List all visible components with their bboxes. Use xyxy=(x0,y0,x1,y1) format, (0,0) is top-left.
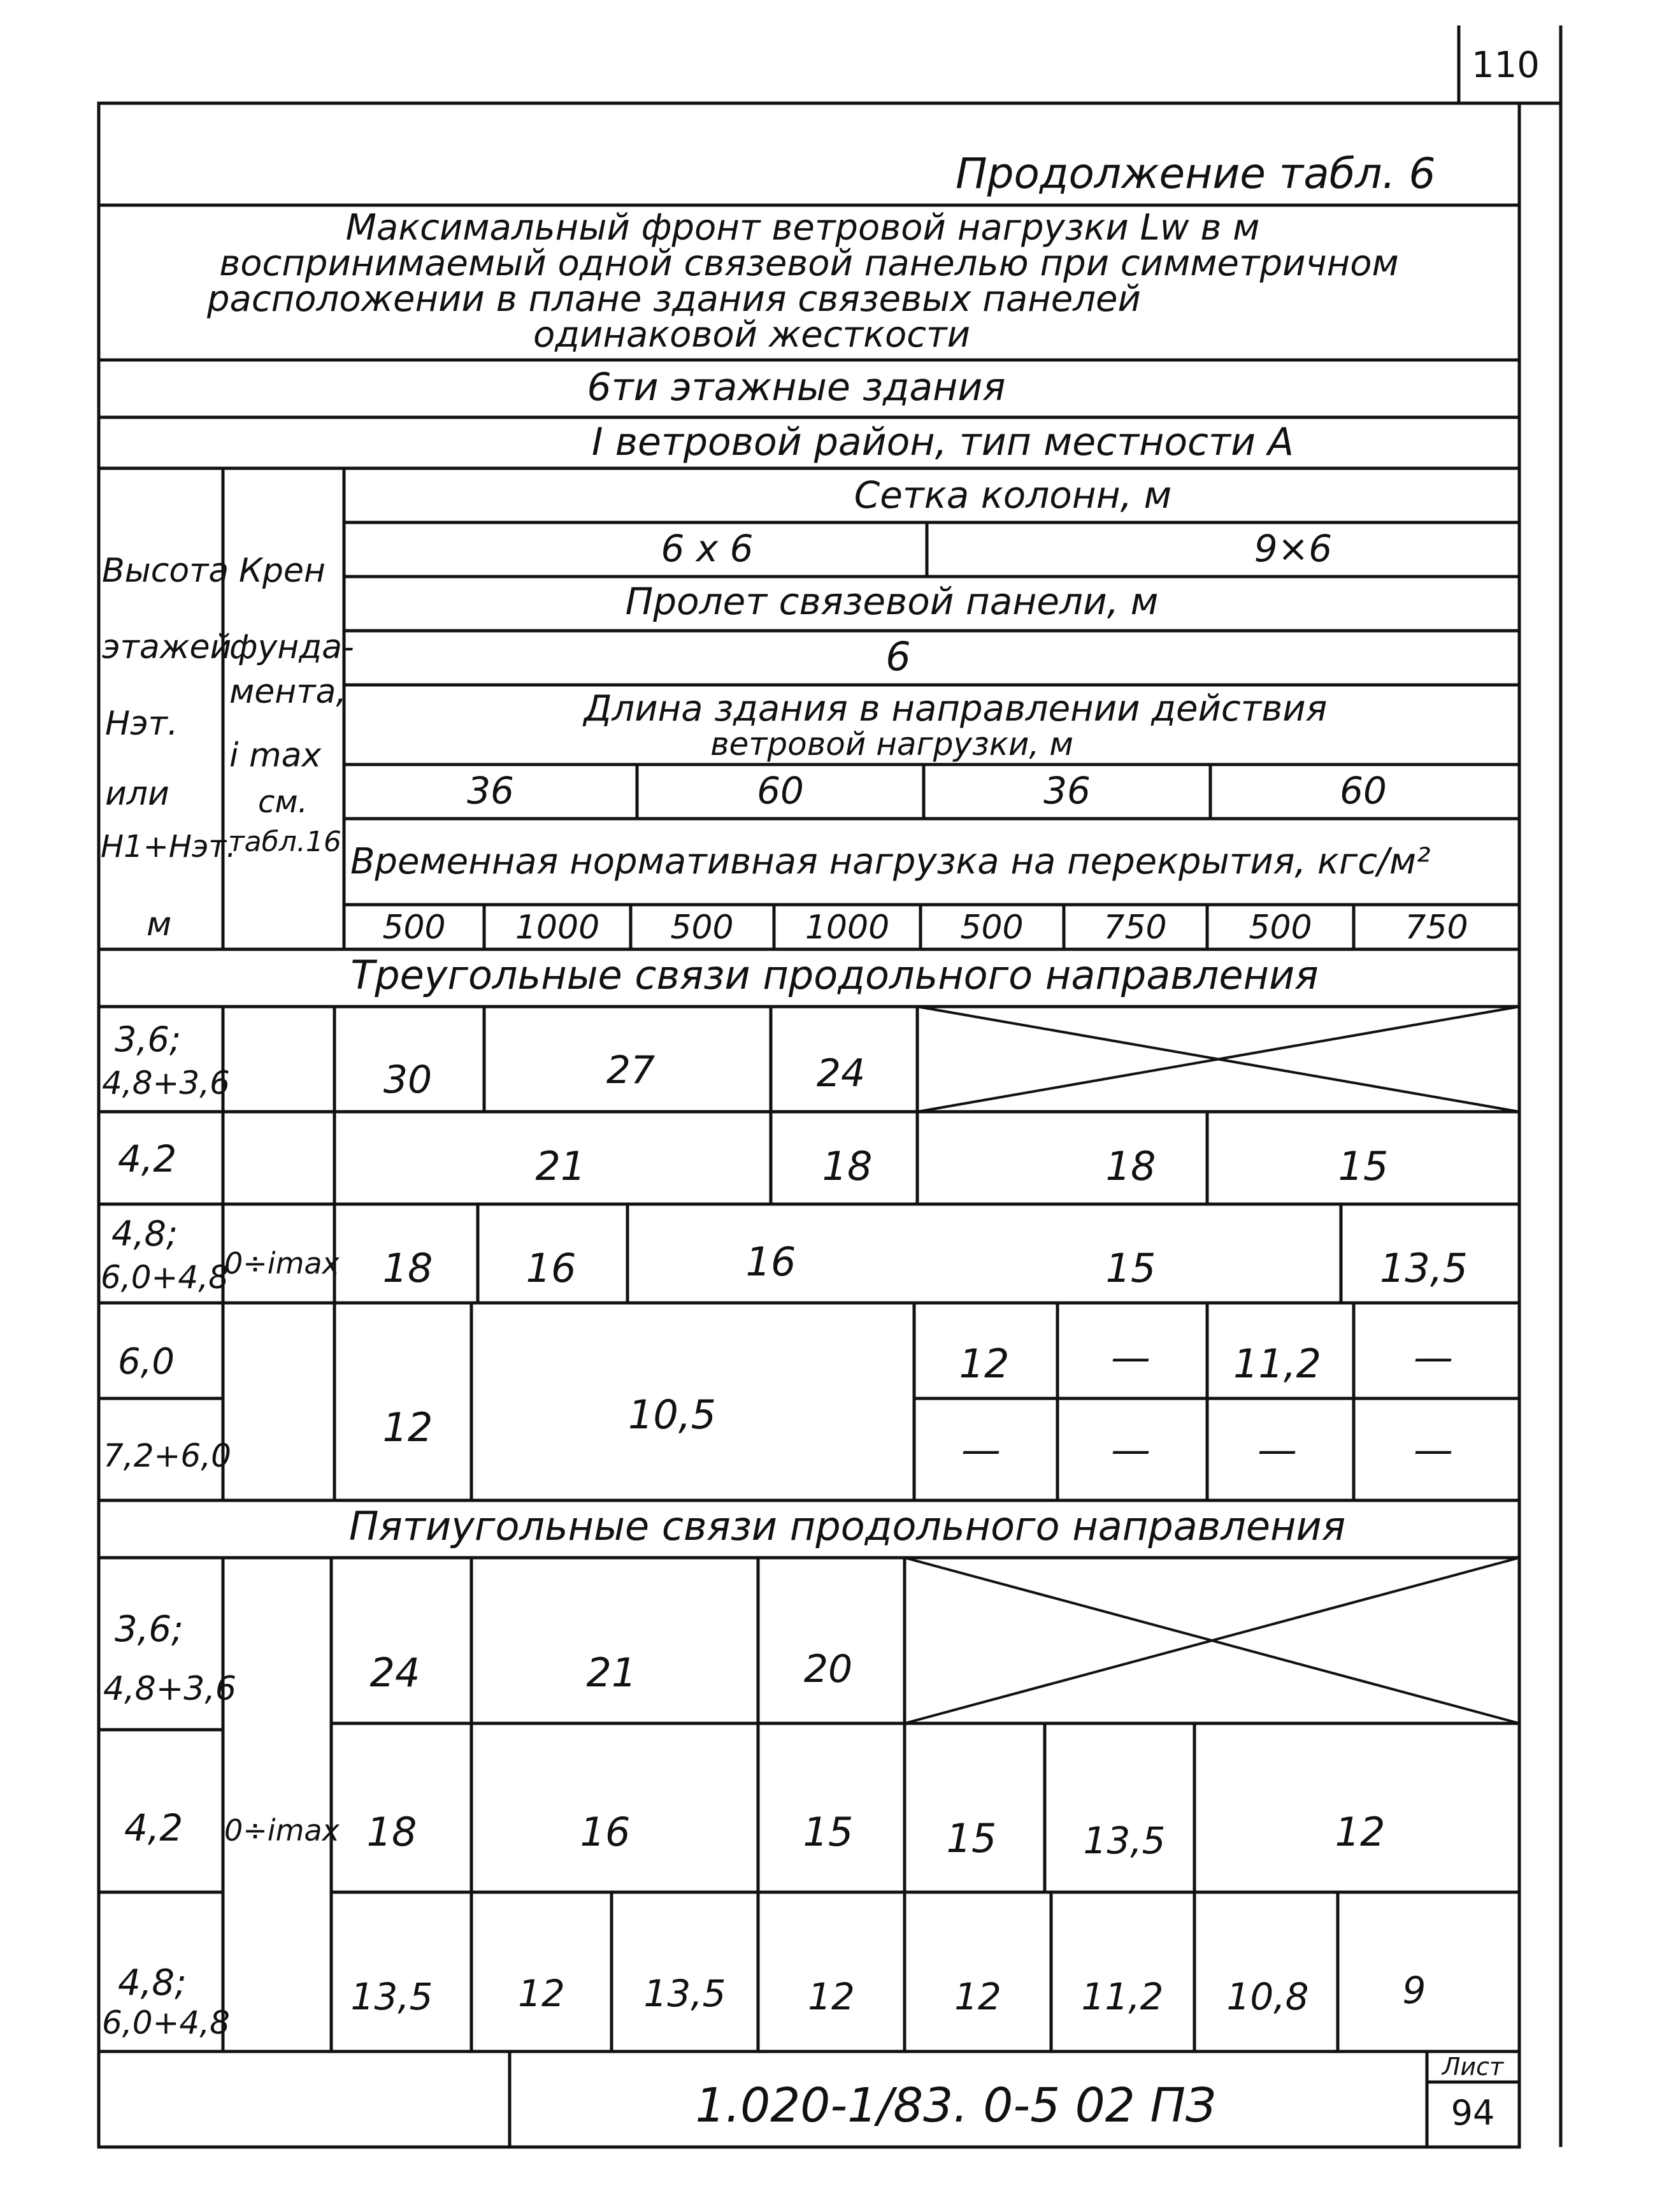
s1-r2-v3: 18 xyxy=(1105,1143,1156,1189)
load-500-c: 500 xyxy=(960,908,1024,947)
s1-r4-v2: 10,5 xyxy=(627,1391,717,1438)
s1-r5-v4: — xyxy=(1414,1426,1453,1473)
s1-height-2: 4,2 xyxy=(118,1137,177,1181)
length-60-b: 60 xyxy=(1340,769,1387,812)
length-36-a: 36 xyxy=(467,769,514,812)
span-value: 6 xyxy=(885,633,911,680)
s1-r2-v1: 21 xyxy=(535,1143,586,1189)
s2-height-3b: 6,0+4,8 xyxy=(102,2004,230,2041)
load-1000-b: 1000 xyxy=(805,908,890,947)
s1-height-3b: 6,0+4,8 xyxy=(101,1259,229,1296)
grid-label: Сетка колонн, м xyxy=(854,473,1172,517)
s2-r1-v3: 20 xyxy=(803,1647,853,1691)
s1-height-4: 6,0 xyxy=(118,1341,175,1382)
s1-r3-v2: 16 xyxy=(526,1245,577,1291)
load-label: Временная нормативная нагрузка на перекрытия, кгс/м² xyxy=(350,841,1431,882)
page-number: 110 xyxy=(1472,45,1540,86)
s1-height-1b: 4,8+3,6 xyxy=(102,1065,230,1102)
s1-r3-v4: 15 xyxy=(1105,1245,1156,1291)
title-line-3: расположении в плане здания связевых панелей xyxy=(207,278,1141,320)
title-line-4: одинаковой жесткости xyxy=(533,314,971,356)
load-500-a: 500 xyxy=(382,908,446,947)
s1-r2-v4: 15 xyxy=(1338,1143,1389,1189)
load-1000-a: 1000 xyxy=(515,908,600,947)
s2-tilt: 0÷imax xyxy=(224,1813,340,1848)
s2-r2-v6: 12 xyxy=(1335,1809,1386,1855)
s2-r2-v5: 13,5 xyxy=(1083,1819,1166,1862)
s1-r4-v5: 11,2 xyxy=(1233,1340,1322,1387)
s2-r1-v2: 21 xyxy=(586,1649,637,1696)
s2-r2-v1: 18 xyxy=(366,1809,417,1855)
grid-9x6: 9×6 xyxy=(1254,527,1333,570)
s1-r1-v2: 27 xyxy=(606,1048,656,1093)
s2-r2-v3: 15 xyxy=(803,1809,854,1855)
s1-r5-v1: — xyxy=(961,1426,1001,1473)
s1-r1-v1: 30 xyxy=(383,1058,433,1102)
s2-height-1b: 4,8+3,6 xyxy=(103,1670,236,1708)
span-label: Пролет связевой панели, м xyxy=(625,580,1159,623)
section-1-title: Треугольные связи продольного направления xyxy=(350,952,1319,998)
s2-r2-v4: 15 xyxy=(946,1815,997,1862)
s2-height-3a: 4,8; xyxy=(118,1962,187,2004)
wind-region: I ветровой район, тип местности А xyxy=(591,420,1294,464)
title-line-1: Максимальный фронт ветровой нагрузки Lw в м xyxy=(345,207,1260,248)
s2-r3-v3: 13,5 xyxy=(643,1972,726,2015)
s2-r3-v8: 9 xyxy=(1402,1969,1426,2012)
s1-r4-v1: 12 xyxy=(382,1404,433,1451)
s2-height-1a: 3,6; xyxy=(115,1609,183,1650)
length-label-1: Длина здания в направлении действия xyxy=(584,688,1328,729)
s1-r3-v1: 18 xyxy=(382,1245,433,1291)
s1-height-3a: 4,8; xyxy=(111,1214,178,1254)
tilt-header-3: мента, xyxy=(229,673,347,711)
height-header-4: или xyxy=(105,775,169,813)
s2-r3-v7: 10,8 xyxy=(1226,1975,1309,2018)
title-line-2: воспринимаемый одной связевой панелью при симметричном xyxy=(219,243,1399,284)
tilt-header-1: Крен xyxy=(239,552,326,590)
length-60-a: 60 xyxy=(757,769,804,812)
s1-r5-v3: — xyxy=(1257,1426,1297,1473)
s1-r3-v5: 13,5 xyxy=(1379,1245,1468,1291)
s2-r3-v2: 12 xyxy=(518,1972,565,2015)
load-750-b: 750 xyxy=(1405,908,1468,947)
document-code: 1.020-1/83. 0-5 02 ПЗ xyxy=(695,2078,1216,2133)
s1-r2-v2: 18 xyxy=(822,1143,873,1189)
load-750-a: 750 xyxy=(1103,908,1167,947)
tilt-header-5: см. xyxy=(258,784,308,820)
s1-r4-v4: — xyxy=(1111,1334,1150,1381)
s1-height-5: 7,2+6,0 xyxy=(103,1437,231,1474)
table-caption: Продолжение табл. 6 xyxy=(956,149,1436,198)
s2-r1-v1: 24 xyxy=(369,1649,420,1696)
section-2-title: Пятиугольные связи продольного направления xyxy=(348,1503,1346,1549)
sheet-number: 94 xyxy=(1451,2093,1495,2133)
tilt-header-2: фунда- xyxy=(229,628,354,666)
s1-r4-v3: 12 xyxy=(959,1340,1010,1387)
height-header-2: этажей xyxy=(102,628,232,666)
s2-r3-v4: 12 xyxy=(808,1975,855,2018)
s1-r5-v2: — xyxy=(1111,1426,1150,1473)
building-type: 6ти этажные здания xyxy=(587,365,1006,410)
s2-r3-v5: 12 xyxy=(954,1975,1001,2018)
tilt-header-4: i max xyxy=(229,736,322,775)
load-500-b: 500 xyxy=(670,908,734,947)
s1-height-1a: 3,6; xyxy=(115,1019,182,1059)
height-header-1: Высота xyxy=(102,552,229,590)
s1-r1-v3: 24 xyxy=(816,1051,866,1096)
height-header-5: Н1+Нэт. xyxy=(101,829,236,865)
s2-height-2: 4,2 xyxy=(124,1806,183,1849)
load-500-d: 500 xyxy=(1249,908,1312,947)
grid-6x6: 6 х 6 xyxy=(661,527,754,570)
height-header-3: Нэт. xyxy=(105,705,178,743)
s1-tilt: 0÷imax xyxy=(224,1246,340,1281)
length-label-2: ветровой нагрузки, м xyxy=(710,726,1073,763)
height-header-6: м xyxy=(147,905,172,944)
tilt-header-6: табл.16 xyxy=(228,826,341,858)
s1-r3-v3: 16 xyxy=(745,1239,796,1285)
sheet-label: Лист xyxy=(1442,2053,1504,2081)
s2-r3-v1: 13,5 xyxy=(350,1975,433,2018)
s2-r2-v2: 16 xyxy=(580,1809,631,1855)
s1-r4-v6: — xyxy=(1414,1334,1453,1381)
s2-r3-v6: 11,2 xyxy=(1081,1975,1164,2018)
length-36-b: 36 xyxy=(1043,769,1091,812)
